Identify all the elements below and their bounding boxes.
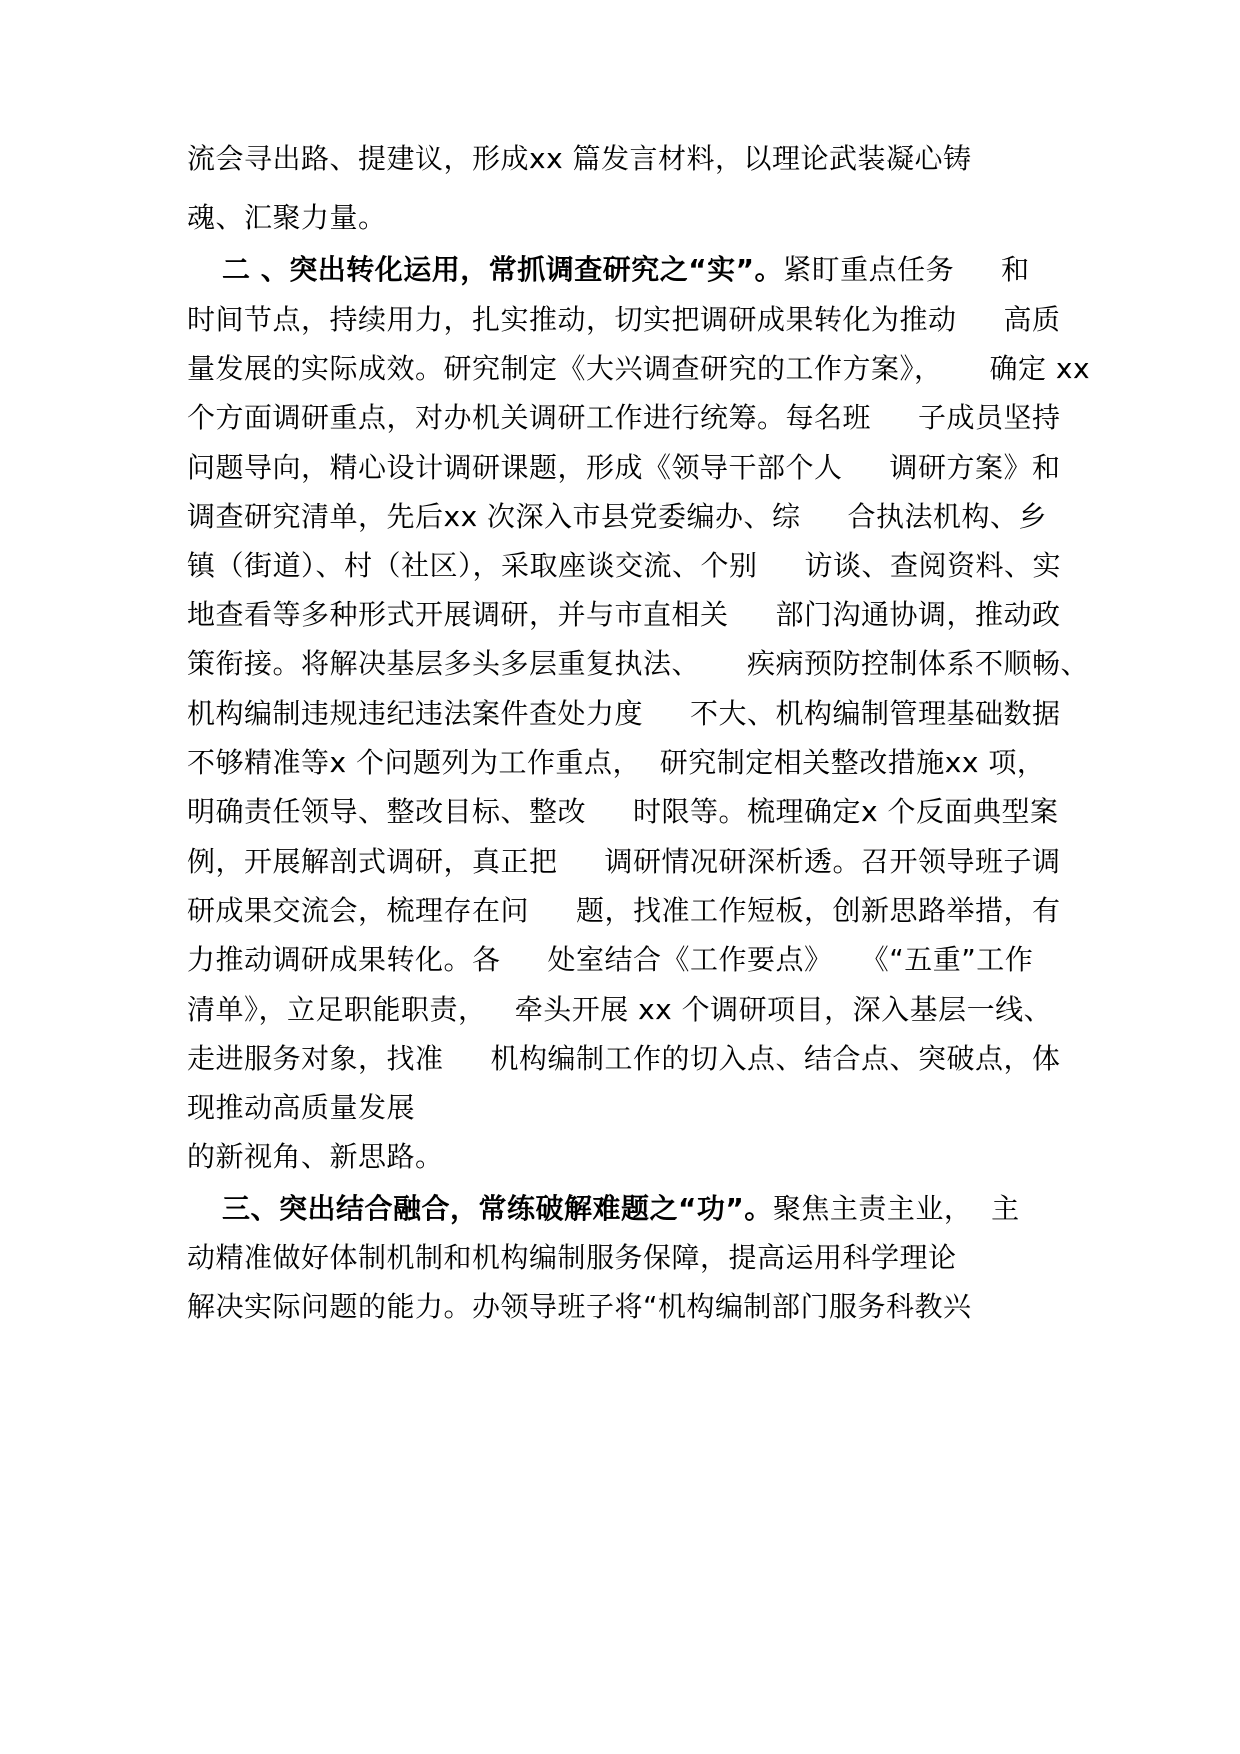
body-line: 聚焦主责主业， 主 (772, 1192, 1020, 1225)
body-line: 时间节点，持续用力，扎实推动，切实把调研成果转化为推动 高质 (187, 303, 1061, 336)
body-line: 量发展的实际成效。研究制定《大兴调查研究的工作方案》， 确定 xx (187, 352, 1091, 385)
body-line: 机构编制违规违纪违法案件查处力度 不大、机构编制管理基础数据 (187, 697, 1061, 730)
body-line: 明确责任领导、整改目标、整改 时限等。梳理确定x 个反面典型案 (187, 795, 1059, 828)
body-line: 问题导向，精心设计调研课题，形成《领导干部个人 调研方案》和 (187, 451, 1061, 484)
body-line: 解决实际问题的能力。办领导班子将“机构编制部门服务科教兴 (187, 1290, 972, 1323)
body-line: 镇（街道）、村（社区），采取座谈交流、个别 访谈、查阅资料、实 (187, 549, 1062, 582)
body-line: 流会寻出路、提建议，形成xx 篇发言材料，以理论武装凝心铸 (187, 142, 972, 175)
body-line: 例，开展解剖式调研，真正把 调研情况研深析透。召开领导班子调 (187, 845, 1061, 878)
body-line: 清单》，立足职能职责， 牵头开展 xx 个调研项目，深入基层一线、 (187, 993, 1053, 1026)
section-2-line (222, 250, 1030, 290)
body-line: 不够精准等x 个问题列为工作重点， 研究制定相关整改措施xx 项， (187, 746, 1046, 779)
section-2-heading: 二 、突出转化运用，常抓调查研究之“实”。 (222, 253, 784, 286)
body-line: 动精准做好体制机制和机构编制服务保障，提高运用科学理论 (187, 1241, 957, 1274)
body-line: 魂、汇聚力量。 (187, 201, 387, 234)
body-line: 调查研究清单，先后xx 次深入市县党委编办、综 合执法机构、乡 (187, 500, 1048, 533)
section-3-line (222, 1189, 1020, 1229)
body-line: 走进服务对象，找准 机构编制工作的切入点、结合点、突破点，体 (187, 1042, 1061, 1075)
body-line: 地查看等多种形式开展调研，并与市直相关 部门沟通协调，推动政 (187, 598, 1061, 631)
body-line: 的新视角、新思路。 (187, 1140, 444, 1173)
section-3-heading: 三、突出结合融合，常练破解难题之“功”。 (222, 1192, 773, 1225)
body-line: 现推动高质量发展 (187, 1091, 416, 1124)
body-line: 个方面调研重点，对办机关调研工作进行统筹。每名班 子成员坚持 (187, 401, 1061, 434)
body-line: 研成果交流会，梳理存在问 题，找准工作短板，创新思路举措，有 (187, 894, 1061, 927)
body-line: 力推动调研成果转化。各 处室结合《工作要点》 《“五重”工作 (187, 943, 1034, 976)
body-line: 策衔接。将解决基层多头多层重复执法、 疾病预防控制体系不顺畅、 (187, 647, 1090, 680)
body-line: 紧盯重点任务 和 (783, 253, 1030, 286)
